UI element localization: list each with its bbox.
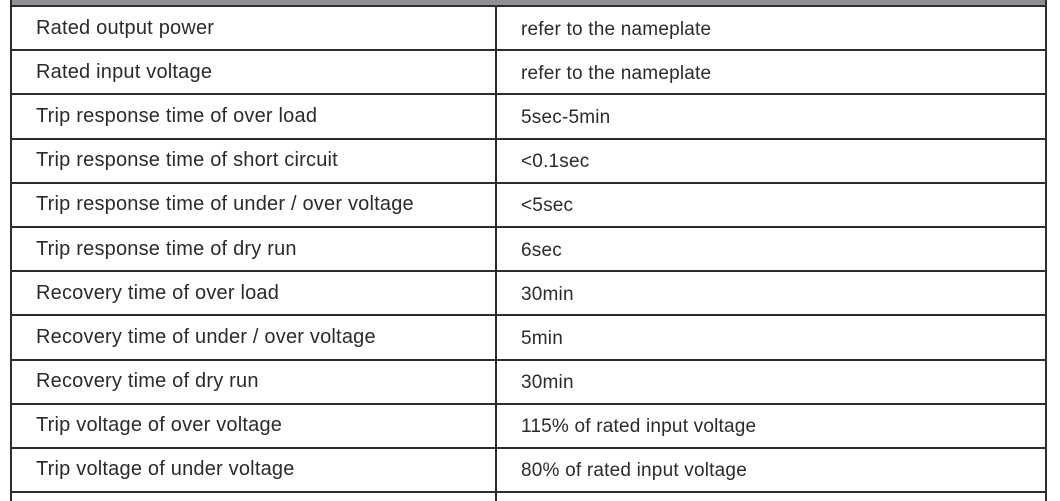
table-row <box>12 140 1045 184</box>
spec-value: 115% of rated input voltage <box>521 416 757 438</box>
table-row <box>12 316 1045 360</box>
next-row-remnant <box>12 493 1045 501</box>
table-row <box>12 184 1045 228</box>
spec-value: 5min <box>521 327 563 349</box>
table-row <box>12 51 1045 95</box>
spec-label: Trip response time of dry run <box>12 228 497 270</box>
table-row <box>12 361 1045 405</box>
spec-value: 30min <box>521 283 574 305</box>
spec-label: Rated output power <box>12 7 497 49</box>
spec-label <box>12 493 497 501</box>
table-row <box>12 449 1045 493</box>
spec-value: refer to the nameplate <box>521 62 712 84</box>
table-row <box>12 95 1045 139</box>
spec-value <box>497 493 1045 501</box>
spec-value: refer to the nameplate <box>521 18 712 40</box>
spec-label: Recovery time of under / over voltage <box>12 316 497 358</box>
spec-table-body <box>12 5 1045 501</box>
spec-value: 5sec-5min <box>521 106 611 128</box>
spec-label: Recovery time of over load <box>12 272 497 314</box>
table-row <box>12 405 1045 449</box>
spec-value: 30min <box>521 372 574 394</box>
specification-table <box>10 0 1047 501</box>
table-row <box>12 7 1045 51</box>
spec-label: Trip response time of over load <box>12 95 497 137</box>
spec-label: Trip response time of under / over voltage <box>12 184 497 226</box>
spec-label: Trip response time of short circuit <box>12 140 497 182</box>
spec-value: 80% of rated input voltage <box>521 460 747 482</box>
spec-label: Trip voltage of under voltage <box>12 449 497 491</box>
table-row <box>12 228 1045 272</box>
spec-label: Recovery time of dry run <box>12 361 497 403</box>
spec-value: 6sec <box>521 239 562 261</box>
spec-label: Trip voltage of over voltage <box>12 405 497 447</box>
spec-value: <5sec <box>521 195 574 217</box>
spec-value: <0.1sec <box>521 151 590 173</box>
table-row <box>12 272 1045 316</box>
spec-label: Rated input voltage <box>12 51 497 93</box>
